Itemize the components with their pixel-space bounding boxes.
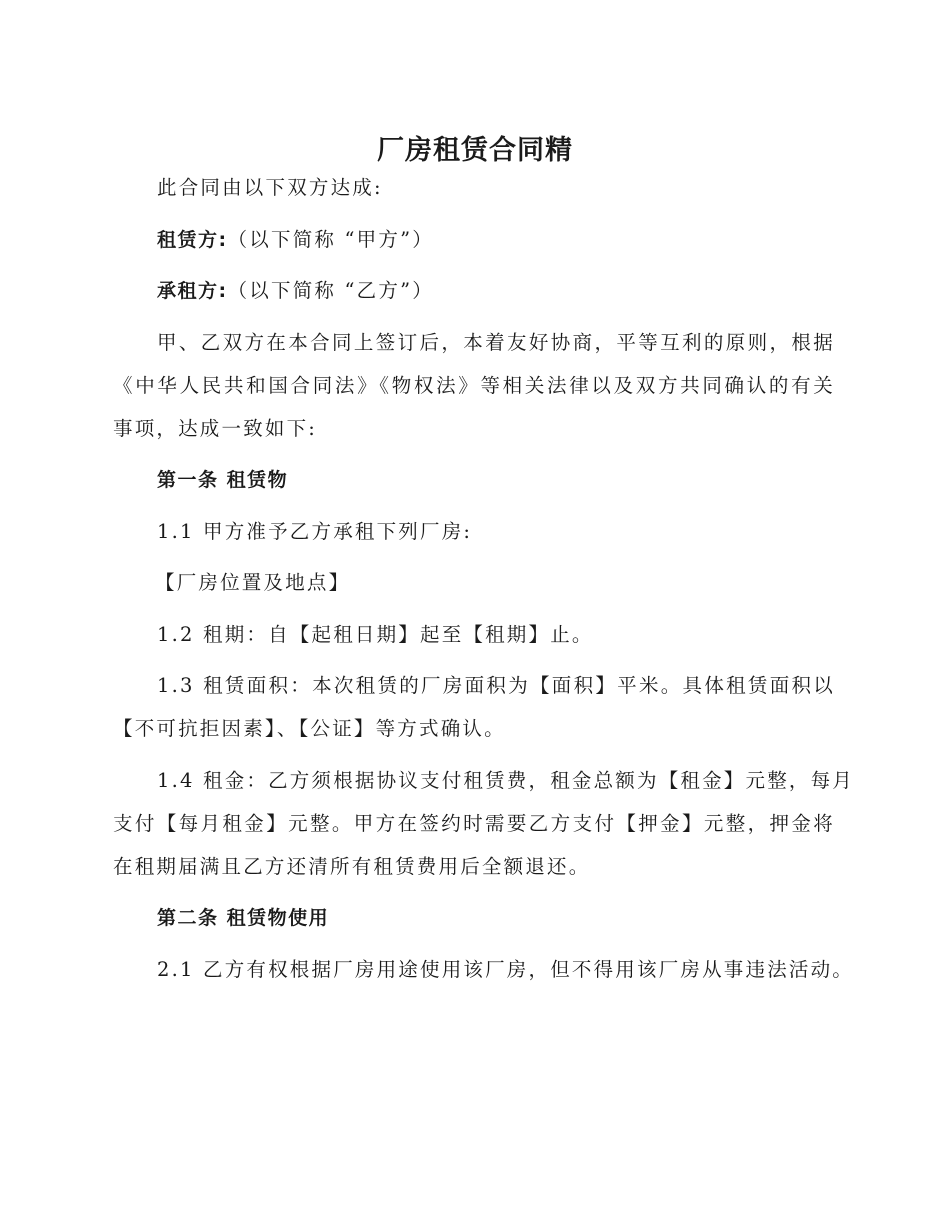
clause-1-3-line-2: 【不可抗拒因素】、【公证】等方式确认。 (113, 717, 506, 740)
clause-1-4-line-1: 1.4 租金：乙方须根据协议支付租赁费，租金总额为【租金】元整，每月 (157, 769, 855, 792)
clause-1-4-line-2: 支付【每月租金】元整。甲方在签约时需要乙方支付【押金】元整，押金将 (113, 812, 835, 835)
document-title: 厂房租赁合同精 (377, 135, 573, 166)
lessee-text: （以下简称 “乙方”） (227, 279, 434, 302)
preamble-line-1: 甲、乙双方在本合同上签订后，本着友好协商，平等互利的原则，根据 (157, 331, 835, 354)
article-1-heading: 第一条 租赁物 (157, 469, 289, 491)
lessor-label: 租赁方: (157, 229, 228, 251)
lessor-text: （以下简称 “甲方”） (227, 228, 434, 251)
intro-line: 此合同由以下双方达成: (157, 176, 383, 199)
lessor-line (157, 225, 434, 255)
clause-1-2: 1.2 租期：自【起租日期】起至【租期】止。 (157, 623, 594, 646)
article-2-heading: 第二条 租赁物使用 (157, 907, 330, 929)
lessee-label: 承租方: (157, 280, 228, 302)
clause-1-4-line-3: 在租期届满且乙方还清所有租赁费用后全额退还。 (113, 855, 591, 878)
clause-1-1: 1.1 甲方准予乙方承租下列厂房: (157, 520, 473, 543)
clause-1-3-line-1: 1.3 租赁面积：本次租赁的厂房面积为【面积】平米。具体租赁面积以 (157, 674, 835, 697)
preamble-line-3: 事项，达成一致如下: (113, 417, 318, 440)
preamble-line-2: 《中华人民共和国合同法》《物权法》等相关法律以及双方共同确认的有关 (113, 374, 835, 397)
factory-location: 【厂房位置及地点】 (155, 571, 351, 594)
lessee-line (157, 276, 434, 306)
clause-2-1: 2.1 乙方有权根据厂房用途使用该厂房，但不得用该厂房从事违法活动。 (157, 958, 855, 981)
